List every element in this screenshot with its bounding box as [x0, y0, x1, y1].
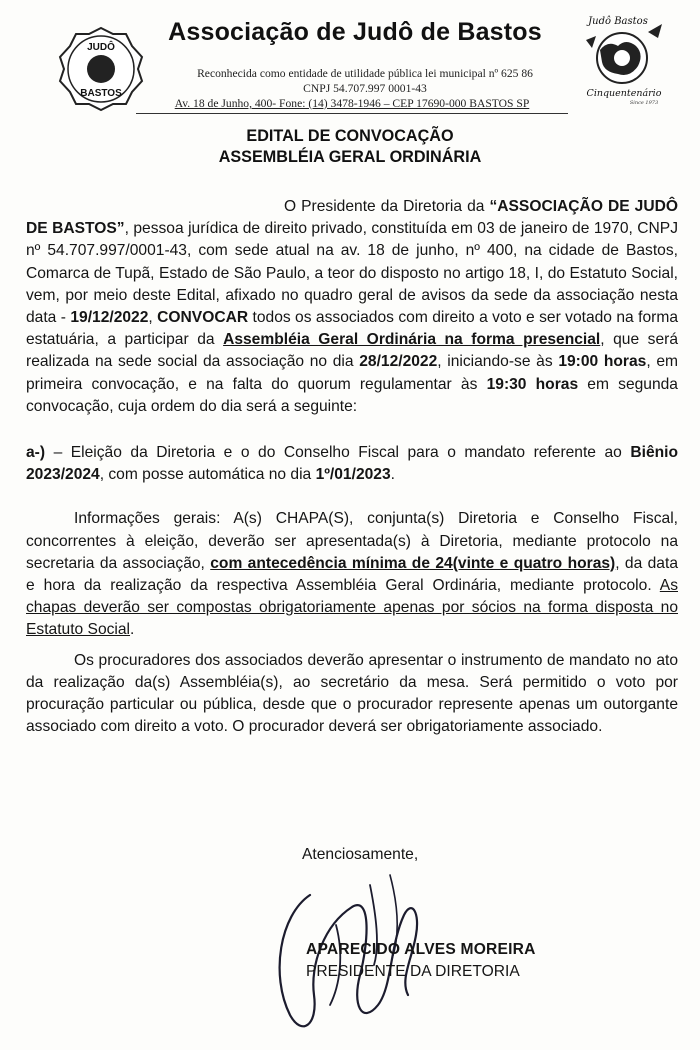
text-span: , com posse automática no dia: [99, 466, 316, 484]
posting-date: 19/12/2022: [70, 309, 149, 327]
logo-left-text-bottom: BASTOS: [80, 88, 122, 99]
text-span: , pessoa jurídica de direito privado, constituída em 03 de janeiro de 1970, CNPJ nº 54.707.997/0001-43, com sede atual na av. 18 de junho, nº 400, na cidade de Bastos, Comarca de Tupã, Estado de São Paulo, a teor do disposto no artigo 18, I, do Estatuto Social, vem, por meio deste Edital, afixado no quadro geral de avisos da sede da associação nesta data -: [26, 220, 678, 327]
closing-greeting: Atenciosamente,: [302, 846, 419, 863]
text-span: .: [130, 621, 135, 639]
document-title: EDITAL DE CONVOCAÇÃO: [246, 127, 454, 145]
paragraph-convocation: [26, 196, 678, 418]
text-span: Os procuradores dos associados deverão apresentar o instrumento de mandato no ato da realização da(s) Assembléia(s), ao secretário da mesa. Será permitido o voto por procuração particular ou pública, desde que o procurador represente apenas um outorgante associado com direito a voto. O procurador deverá ser obrigatoriamente associado.: [26, 651, 678, 736]
paragraph-agenda-item: [26, 442, 678, 486]
text-span: , da data e hora da realização da respectiva Assembléia Geral Ordinária, mediante protocolo.: [26, 554, 678, 595]
signer-role: PRESIDENTE DA DIRETORIA: [306, 963, 520, 980]
text-span: .: [390, 466, 395, 484]
header-divider: [136, 113, 568, 114]
header-address-line: Av. 18 de Junho, 400- Fone: (14) 3478-1946 – CEP 17690-000 BASTOS SP: [174, 97, 530, 110]
text-span: , iniciando-se às: [437, 353, 559, 371]
header-cnpj-line: CNPJ 54.707.997 0001-43: [303, 82, 427, 95]
header-recognition-line: Reconhecida como entidade de utilidade pública lei municipal nº 625 86: [197, 67, 533, 80]
first-call-time: 19:00 horas: [558, 353, 647, 371]
logo-right-text-bottom: Cinquentenário: [586, 88, 662, 99]
text-span: , que será realizada na sede social da associação no dia: [26, 331, 679, 371]
organization-name: Associação de Judô de Bastos: [168, 18, 542, 46]
assembly-type-emphasis: Assembléia Geral Ordinária na forma presencial: [223, 331, 601, 349]
signer-name: APARECIDO ALVES MOREIRA: [306, 941, 536, 958]
logo-right-text-since: Since 1973: [629, 100, 659, 106]
document-subtitle: ASSEMBLÉIA GERAL ORDINÁRIA: [218, 148, 482, 166]
document-body: [26, 196, 678, 738]
convocar-emphasis: CONVOCAR: [157, 309, 249, 327]
inauguration-date: 1º/01/2023: [315, 466, 391, 484]
assembly-date: 28/12/2022: [359, 353, 438, 371]
logo-right-text-top: Judô Bastos: [588, 16, 648, 27]
text-span: em segunda convocação, cuja ordem do dia será a seguinte:: [26, 375, 678, 415]
text-span: todos os associados com direito a voto e ser votado na forma estatuária, a participar da: [26, 309, 678, 349]
logo-left-text-top: JUDÔ: [87, 42, 115, 53]
text-span: Informações gerais: A(s) CHAPA(S), conjunta(s) Diretoria e Conselho Fiscal, concorrentes à eleição, deverão ser apresentada(s) à Diretoria, mediante protocolo na secretaria da associação,: [26, 510, 678, 572]
deadline-emphasis: com antecedência mínima de 24(vinte e quatro horas): [210, 554, 616, 572]
association-name-emphasis: “ASSOCIAÇÃO DE JUDÔ DE BASTOS”: [26, 198, 678, 238]
agenda-item-marker: a-): [26, 444, 46, 462]
text-span: O Presidente da Diretoria da: [284, 198, 490, 215]
slate-rule-emphasis: As chapas deverão ser compostas obrigatoriamente apenas por sócios na forma disposta no Estatuto Social: [26, 577, 678, 639]
paragraph-proxies: [26, 650, 678, 739]
text-span: ,: [148, 309, 158, 327]
text-span: , em primeira convocação, e na falta do quorum regulamentar às: [26, 353, 679, 393]
cinquentenario-logo: [578, 10, 670, 106]
paragraph-general-info: [26, 508, 678, 641]
second-call-time: 19:30 horas: [486, 375, 579, 393]
biennium: Biênio 2023/2024: [26, 444, 678, 484]
text-span: – Eleição da Diretoria e o do Conselho Fiscal para o mandato referente ao: [45, 444, 631, 462]
